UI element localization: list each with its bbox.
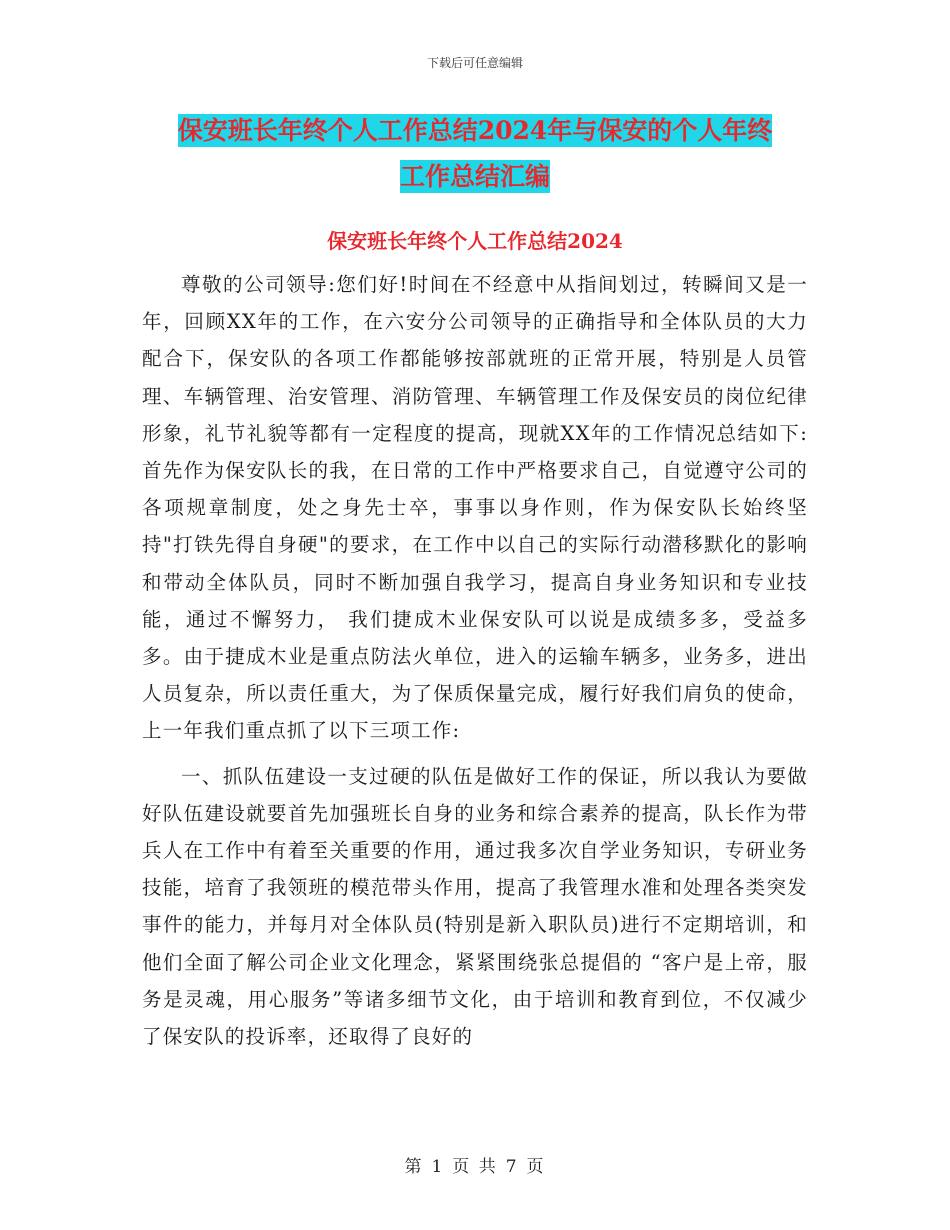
title-line-1: 保安班长年终个人工作总结2024年与保安的个人年终 xyxy=(177,116,773,145)
header-note: 下载后可任意编辑 xyxy=(426,56,523,70)
paragraph: 一、抓队伍建设一支过硬的队伍是做好工作的保证，所以我认为要做好队伍建设就要首先加强班长自身的业务和综合素养的提高，队长作为带兵人在工作中有着至关重要的作用，通过我多次自学业务知识，专研业务技能，培育了我领班的模范带头作用，提高了我管理水准和处理各类突发事件的能力，并每月对全体队员(特别是新入职队员)进行不定期培训，和他们全面了解公司企业文化理念，紧紧围绕张总提倡的 “客户是上帝，服务是灵魂，用心服务”等诸多细节文化，由于培训和教育到位，不仅减少了保安队的投诉率，还取得了良好的 xyxy=(142,764,808,1049)
paragraph: 尊敬的公司领导:您们好!时间在不经意中从指间划过，转瞬间又是一年，回顾XX年的工作，在六安分公司领导的正确指导和全体队员的大力配合下，保安队的各项工作都能够按部就班的正常开展，特别是人员管理、车辆管理、治安管理、消防管理、车辆管理工作及保安员的岗位纪律形象，礼节礼貌等都有一定程度的提高，现就XX年的工作情况总结如下:首先作为保安队长的我，在日常的工作中严格要求自己，自觉遵守公司的各项规章制度，处之身先士卒，事事以身作则，作为保安队长始终坚持"打铁先得自身硬"的要求，在工作中以自己的实际行动潜移默化的影响和带动全体队员，同时不断加强自我学习，提高自身业务知识和专业技能，通过不懈努力， 我们捷成木业保安队可以说是成绩多多，受益多多。由于捷成木业是重点防法火单位，进入的运输车辆多，业务多，进出人员复杂，所以责任重大，为了保质保量完成，履行好我们肩负的使命，上一年我们重点抓了以下三项工作: xyxy=(142,273,808,743)
page-footer xyxy=(0,1152,950,1177)
title-line-2: 工作总结汇编 xyxy=(399,162,550,191)
document-title xyxy=(140,108,810,200)
page-number: 1 xyxy=(431,1157,445,1177)
page-total: 7 xyxy=(505,1157,519,1177)
footer-mid: 页 共 xyxy=(452,1157,498,1177)
footer-prefix: 第 xyxy=(404,1157,424,1177)
footer-suffix: 页 xyxy=(526,1157,546,1177)
body-text xyxy=(142,266,808,1055)
section-title: 保安班长年终个人工作总结2024 xyxy=(327,229,623,253)
